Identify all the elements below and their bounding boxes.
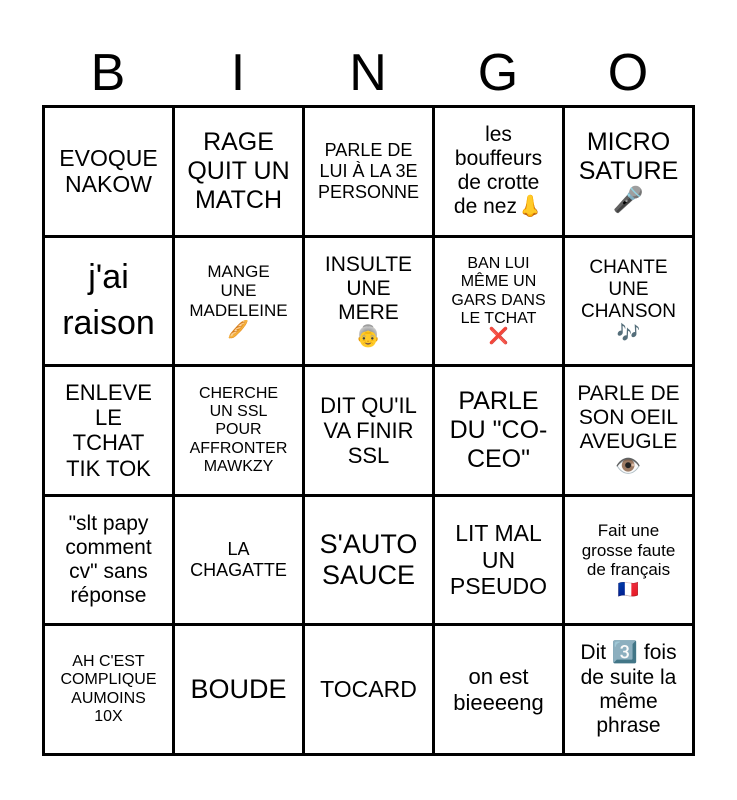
bingo-cell-r5-c4[interactable]: on est bieeeeng — [435, 626, 562, 753]
bingo-cell-r5-c5[interactable]: Dit 3️⃣ fois de suite la même phrase — [565, 626, 692, 753]
bingo-cell-r3-c1[interactable]: ENLEVE LE TCHAT TIK TOK — [45, 367, 172, 494]
bingo-cell-r5-c3[interactable]: TOCARD — [305, 626, 432, 753]
bingo-cell-r2-c1[interactable]: j'ai raison — [45, 238, 172, 365]
bingo-cell-r1-c1[interactable]: EVOQUE NAKOW — [45, 108, 172, 235]
bingo-grid — [42, 105, 695, 756]
bingo-cell-r4-c4[interactable]: LIT MAL UN PSEUDO — [435, 497, 562, 624]
bingo-header — [43, 40, 693, 106]
bingo-cell-r4-c2[interactable]: LA CHAGATTE — [175, 497, 302, 624]
bingo-cell-r4-c1[interactable]: "slt papy comment cv" sans réponse — [45, 497, 172, 624]
header-letter-b: B — [90, 44, 126, 102]
bingo-cell-r3-c4[interactable]: PARLE DU "CO- CEO" — [435, 367, 562, 494]
bingo-cell-r3-c3[interactable]: DIT QU'IL VA FINIR SSL — [305, 367, 432, 494]
bingo-cell-r5-c2[interactable]: BOUDE — [175, 626, 302, 753]
bingo-cell-r1-c4[interactable]: les bouffeurs de crotte de nez👃 — [435, 108, 562, 235]
header-letter-o: O — [607, 44, 649, 102]
bingo-cell-r2-c5[interactable]: CHANTE UNE CHANSON 🎶 — [565, 238, 692, 365]
bingo-cell-r1-c3[interactable]: PARLE DE LUI À LA 3E PERSONNE — [305, 108, 432, 235]
header-letter-g: G — [477, 44, 519, 102]
bingo-cell-r2-c4[interactable]: BAN LUI MÊME UN GARS DANS LE TCHAT ❌ — [435, 238, 562, 365]
header-letter-n: N — [349, 44, 387, 102]
bingo-cell-r3-c5[interactable]: PARLE DE SON OEIL AVEUGLE 👁️ — [565, 367, 692, 494]
bingo-cell-r3-c2[interactable]: CHERCHE UN SSL POUR AFFRONTER MAWKZY — [175, 367, 302, 494]
bingo-cell-r2-c2[interactable]: MANGE UNE MADELEINE 🥖 — [175, 238, 302, 365]
bingo-cell-r2-c3[interactable]: INSULTE UNE MERE 👵 — [305, 238, 432, 365]
header-letter-i: I — [230, 44, 246, 102]
bingo-cell-r4-c3[interactable]: S'AUTO SAUCE — [305, 497, 432, 624]
bingo-cell-r1-c2[interactable]: RAGE QUIT UN MATCH — [175, 108, 302, 235]
bingo-cell-r1-c5[interactable]: MICRO SATURE 🎤 — [565, 108, 692, 235]
bingo-cell-r4-c5[interactable]: Fait une grosse faute de français 🇫🇷 — [565, 497, 692, 624]
bingo-cell-r5-c1[interactable]: AH C'EST COMPLIQUE AUMOINS 10X — [45, 626, 172, 753]
